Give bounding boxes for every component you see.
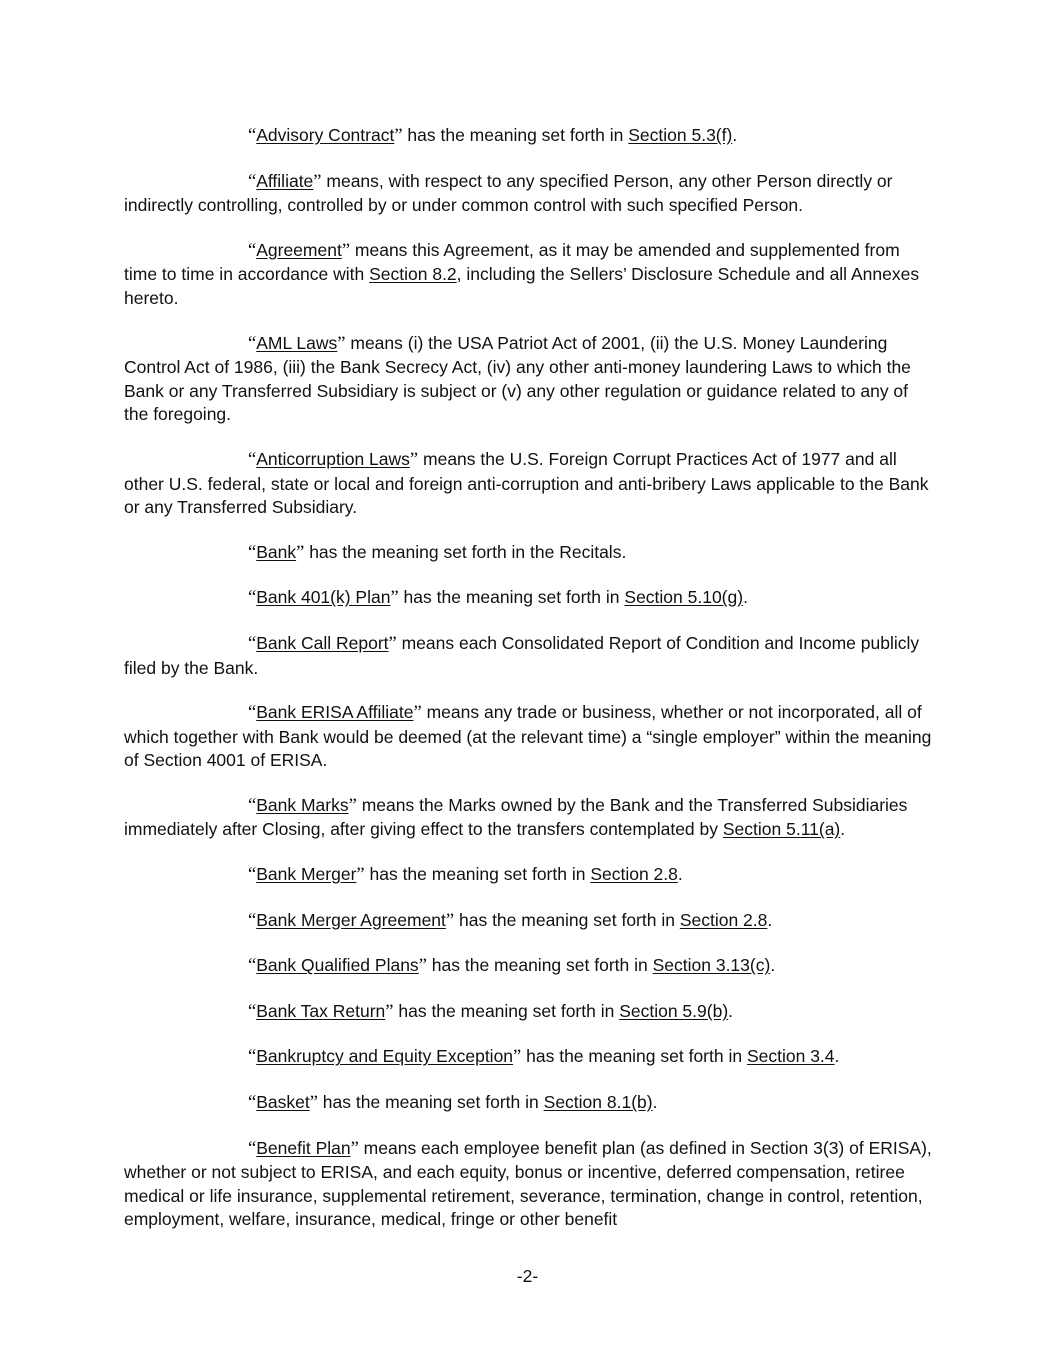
definition-bank: “Bank” has the meaning set forth in the Recitals. <box>248 541 627 563</box>
definition-text: has the meaning set forth in <box>364 864 591 885</box>
definition-text: has the meaning set forth in <box>317 1092 544 1113</box>
definition-text: has the meaning set forth in <box>426 955 653 976</box>
definition-text: has the meaning set forth in <box>521 1046 747 1067</box>
defined-term: Bank ERISA Affiliate <box>256 702 414 723</box>
section-reference: Section 8.2 <box>369 264 457 285</box>
definition-text: means (i) the USA Patriot Act of 2001, (ii) the U.S. Money Laundering Control Act of 1986, (iii) the Bank Secrecy Act, (iv) any other anti-money laundering Laws to which the Bank or any Transferred Subsidiary is subject or (v) any other regulation or guidance related to any of the foregoing. <box>124 332 911 425</box>
defined-term: Bank Merger <box>256 864 357 885</box>
defined-term: Anticorruption Laws <box>256 448 410 469</box>
definition-basket: “Basket” has the meaning set forth in Section 8.1(b). <box>248 1092 658 1114</box>
section-reference: Section 3.13(c) <box>652 955 771 976</box>
defined-term: Bank <box>256 541 297 562</box>
definition-text: means the U.S. Foreign Corrupt Practices Act of 1977 and all other U.S. federal, state or local and foreign anti-corruption and anti-bribery Laws applicable to the Bank or any Transferred Subsidiary. <box>124 448 929 518</box>
defined-term: Bank Tax Return <box>256 1000 386 1021</box>
section-reference: Section 5.9(b) <box>619 1000 729 1021</box>
definition-text: means this Agreement, as it may be amended and supplemented from time to time in accordance with <box>124 239 900 285</box>
definition-agreement: “Agreement” means this Agreement, as it may be amended and supplemented from time to time in accordance with Section 8.2, including the Sellers’ Disclosure Schedule and all Annexes hereto. <box>124 239 920 308</box>
definition-anticorruption-laws: “Anticorruption Laws” means the U.S. Foreign Corrupt Practices Act of 1977 and all other U.S. federal, state or local and foreign anti-corruption and anti-bribery Laws applicable to the Bank or any Transferred Subsidiary. <box>124 448 929 518</box>
definition-text: has the meaning set forth in the Recitals. <box>304 541 627 562</box>
definition-text: means each employee benefit plan (as defined in Section 3(3) of ERISA), whether or not subject to ERISA, and each equity, bonus or incentive, deferred compensation, retiree medical or life insurance, supplemental retirement, severance, termination, change in control, retention, employment, welfare, insurance, medical, fringe or other benefit <box>124 1137 932 1230</box>
definition-bankruptcy-equity-exception: “Bankruptcy and Equity Exception” has the meaning set forth in Section 3.4. <box>248 1046 840 1068</box>
defined-term: Bank Marks <box>256 794 349 815</box>
defined-term: Benefit Plan <box>256 1137 351 1158</box>
definition-bank-merger: “Bank Merger” has the meaning set forth in Section 2.8. <box>248 864 683 886</box>
defined-term: Affiliate <box>256 170 314 191</box>
defined-term: Bank Qualified Plans <box>256 955 419 976</box>
defined-term: Advisory Contract <box>256 125 395 145</box>
section-reference: Section 5.11(a) <box>722 819 841 840</box>
defined-term: Bankruptcy and Equity Exception <box>256 1046 514 1067</box>
defined-term: Bank 401(k) Plan <box>256 587 391 608</box>
definition-bank-marks: “Bank Marks” means the Marks owned by the Bank and the Transferred Subsidiaries immediately after Closing, after giving effect to the transfers contemplated by Section 5.11(a). <box>124 794 908 840</box>
defined-term: Agreement <box>256 239 342 260</box>
definition-aml-laws: “AML Laws” means (i) the USA Patriot Act of 2001, (ii) the U.S. Money Laundering Control Act of 1986, (iii) the Bank Secrecy Act, (iv) any other anti-money laundering Laws to which the Bank or any Transferred Subsidiary is subject or (v) any other regulation or guidance related to any of the foregoing. <box>124 332 911 425</box>
section-reference: Section 5.3(f) <box>628 125 733 145</box>
definition-text: has the meaning set forth in <box>402 125 629 145</box>
section-reference: Section 5.10(g) <box>624 587 744 608</box>
definition-text: has the meaning set forth in <box>393 1000 620 1021</box>
definition-advisory-contract: “Advisory Contract” has the meaning set forth in Section 5.3(f). <box>248 125 738 146</box>
section-reference: Section 2.8 <box>590 864 678 885</box>
definition-bank-tax-return: “Bank Tax Return” has the meaning set forth in Section 5.9(b). <box>248 1000 734 1022</box>
definition-text: means each Consolidated Report of Condition and Income publicly filed by the Bank. <box>124 632 920 678</box>
section-reference: Section 2.8 <box>679 909 768 930</box>
defined-term: Bank Merger Agreement <box>256 909 446 930</box>
definition-benefit-plan: “Benefit Plan” means each employee benefit plan (as defined in Section 3(3) of ERISA), whether or not subject to ERISA, and each equity, bonus or incentive, deferred compensation, retiree medical or life insurance, supplemental retirement, severance, termination, change in control, retention, employment, welfare, insurance, medical, fringe or other benefit <box>124 1137 932 1230</box>
definition-bank-erisa-affiliate: “Bank ERISA Affiliate” means any trade or business, whether or not incorporated, all of which together with Bank would be deemed (at the relevant time) a “single employer” within the meaning of Section 4001 of ERISA. <box>124 702 932 771</box>
page-number: -2- <box>516 1266 539 1286</box>
definition-bank-merger-agreement: “Bank Merger Agreement” has the meaning set forth in Section 2.8. <box>248 909 773 931</box>
section-reference: Section 8.1(b) <box>543 1092 653 1113</box>
definition-bank-qualified-plans: “Bank Qualified Plans” has the meaning set forth in Section 3.13(c). <box>248 955 776 977</box>
definition-text: has the meaning set forth in <box>398 587 625 608</box>
definition-bank-call-report: “Bank Call Report” means each Consolidated Report of Condition and Income publicly filed by the Bank. <box>124 632 920 678</box>
defined-term: Bank Call Report <box>256 632 389 653</box>
section-reference: Section 3.4 <box>746 1046 835 1067</box>
definition-text: means the Marks owned by the Bank and the Transferred Subsidiaries immediately after Closing, after giving effect to the transfers contemplated by <box>124 794 908 840</box>
document-page <box>124 124 934 1253</box>
defined-term: Basket <box>256 1092 310 1113</box>
definition-text: means any trade or business, whether or not incorporated, all of which together with Bank would be deemed (at the relevant time) a “single employer” within the meaning of Section 4001 of ERISA. <box>124 702 932 771</box>
defined-term: AML Laws <box>256 332 338 353</box>
definition-text: means, with respect to any specified Person, any other Person directly or indirectly controlling, controlled by or under common control with such specified Person. <box>124 170 893 216</box>
definition-text: has the meaning set forth in <box>454 909 680 930</box>
definition-affiliate: “Affiliate” means, with respect to any specified Person, any other Person directly or indirectly controlling, controlled by or under common control with such specified Person. <box>124 170 893 216</box>
definition-bank-401k-plan: “Bank 401(k) Plan” has the meaning set forth in Section 5.10(g). <box>248 587 748 609</box>
